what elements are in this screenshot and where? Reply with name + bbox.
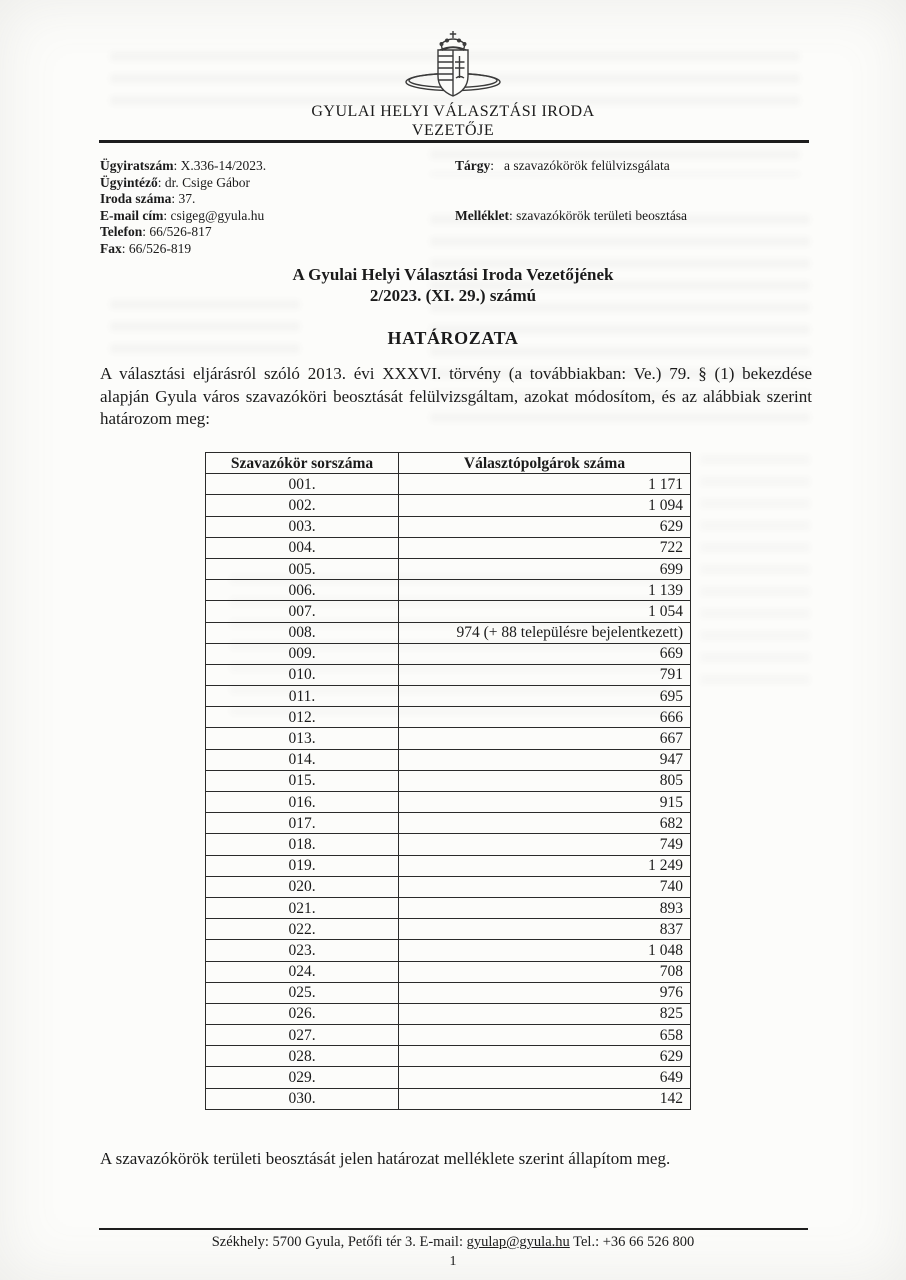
voter-count-cell: 629 [399,1046,691,1067]
voter-count-cell: 629 [399,516,691,537]
district-number-cell: 009. [206,643,399,664]
meta-label: Ügyiratszám [100,158,174,173]
district-number-cell: 027. [206,1025,399,1046]
org-name-line1: GYULAI HELYI VÁLASZTÁSI IRODA [311,103,595,120]
table-row [206,855,691,876]
header-divider [99,140,809,143]
meta-line [100,191,440,208]
meta-colon: : [173,158,181,173]
voter-count-cell: 1 139 [399,580,691,601]
district-number-cell: 003. [206,516,399,537]
table-row [206,495,691,516]
voter-count-cell: 1 054 [399,601,691,622]
subject-line [455,158,810,175]
voter-count-cell: 1 048 [399,940,691,961]
voter-count-cell: 1 249 [399,855,691,876]
meta-label: E-mail cím [100,207,164,223]
voter-count-cell: 695 [399,686,691,707]
column-header-district: Szavazókör sorszáma [206,453,399,474]
voter-count-cell: 740 [399,876,691,897]
table-row [206,622,691,643]
table-row [206,1067,691,1088]
meta-colon: : [142,224,150,240]
district-number-cell: 020. [206,876,399,897]
meta-label: Telefon [100,224,143,240]
voter-count-cell: 915 [399,792,691,813]
table-row [206,1025,691,1046]
meta-line [100,241,440,258]
district-number-cell: 029. [206,1067,399,1088]
meta-value: 37. [178,191,196,207]
footer-divider [99,1228,808,1230]
table-row [206,728,691,749]
district-number-cell: 011. [206,686,399,707]
district-number-cell: 010. [206,664,399,685]
subject-value: a szavazókörök felülvizsgálata [504,158,670,173]
decision-title [0,264,906,349]
voter-count-cell: 667 [399,728,691,749]
table-row [206,1003,691,1024]
column-header-voters: Választópolgárok száma [399,453,691,474]
meta-label: Fax [100,240,122,256]
district-number-cell: 028. [206,1046,399,1067]
voter-count-cell: 1 094 [399,495,691,516]
district-number-cell: 013. [206,728,399,749]
attachment-value: szavazókörök területi beosztása [516,208,688,223]
district-number-cell: 014. [206,749,399,770]
table-row [206,834,691,855]
meta-value: csigeg@gyula.hu [170,207,265,223]
meta-left-column [100,158,440,258]
district-number-cell: 018. [206,834,399,855]
table-row [206,792,691,813]
district-number-cell: 030. [206,1088,399,1109]
meta-label: Iroda száma [100,191,172,207]
district-number-cell: 002. [206,495,399,516]
table-row [206,664,691,685]
voter-count-cell: 825 [399,1003,691,1024]
footer-address-suffix: Tel.: +36 66 526 800 [569,1234,695,1250]
subject-label: Tárgy [455,158,491,173]
meta-line [100,158,440,175]
meta-colon: : [171,191,179,207]
district-number-cell: 006. [206,580,399,601]
meta-label: Ügyintéző [100,174,158,190]
table-row [206,940,691,961]
voter-count-cell: 837 [399,919,691,940]
district-number-cell: 025. [206,982,399,1003]
intro-paragraph: A választási eljárásról szóló 2013. évi XXXVI. törvény (a továbbiakban: Ve.) 79. § (1) bekezdése alapján Gyula város szavazóköri beosztását felülvizsgáltam, azokat módosítom, és az alábbiak szerint határozom meg: [100,364,812,428]
footer-address [0,1234,906,1251]
meta-value: 66/526-819 [128,240,192,256]
scan-bleed-artifact [700,455,810,685]
decision-title-line2: 2/2023. (XI. 29.) számú [369,286,537,305]
voter-count-cell: 893 [399,897,691,918]
voter-count-cell: 974 (+ 88 településre bejelentkezett) [399,622,691,643]
attachment-line [455,208,810,225]
district-number-cell: 004. [206,537,399,558]
table-row [206,961,691,982]
table-row [206,982,691,1003]
voter-count-cell: 1 171 [399,474,691,495]
table-row [206,601,691,622]
closing-paragraph: A szavazókörök területi beosztását jelen határozat melléklete szerint állapítom meg. [100,1149,671,1168]
table-row [206,919,691,940]
table-row [206,770,691,791]
attachment-colon: : [508,208,517,223]
voter-count-cell: 682 [399,813,691,834]
footer-address-prefix: Székhely: 5700 Gyula, Petőfi tér 3. E-mail: [211,1234,467,1250]
voter-count-cell: 805 [399,770,691,791]
district-number-cell: 005. [206,558,399,579]
voter-count-cell: 722 [399,537,691,558]
decision-title-line3: HATÁROZATA [387,328,519,348]
table-row [206,876,691,897]
district-number-cell: 024. [206,961,399,982]
hungarian-coat-of-arms-icon [388,26,518,102]
district-number-cell: 015. [206,770,399,791]
table-row [206,580,691,601]
voter-count-cell: 947 [399,749,691,770]
meta-value: 66/526-817 [149,224,212,240]
polling-district-table [205,452,691,1110]
table-row [206,749,691,770]
voter-count-cell: 666 [399,707,691,728]
table-row [206,558,691,579]
table-row [206,897,691,918]
voter-count-cell: 976 [399,982,691,1003]
voter-count-cell: 791 [399,664,691,685]
meta-value: dr. Csige Gábor [164,174,251,190]
table-header-row [206,453,691,474]
district-number-cell: 007. [206,601,399,622]
meta-line [100,208,440,225]
district-number-cell: 001. [206,474,399,495]
district-number-cell: 008. [206,622,399,643]
meta-colon: : [157,174,165,190]
district-number-cell: 017. [206,813,399,834]
voter-count-cell: 669 [399,643,691,664]
meta-colon: : [163,207,171,223]
voter-count-cell: 699 [399,558,691,579]
attachment-label: Melléklet [455,208,509,223]
voter-count-cell: 142 [399,1088,691,1109]
table-row [206,707,691,728]
page-number: 1 [449,1254,457,1269]
district-number-cell: 023. [206,940,399,961]
decision-title-line1: A Gyulai Helyi Választási Iroda Vezetőjének [292,265,614,284]
table-row [206,643,691,664]
meta-value: X.336-14/2023. [180,158,267,173]
district-number-cell: 021. [206,897,399,918]
voter-count-cell: 649 [399,1067,691,1088]
table-row [206,516,691,537]
district-number-cell: 019. [206,855,399,876]
table-row [206,474,691,495]
meta-colon: : [121,240,129,256]
table-row [206,686,691,707]
table-row [206,813,691,834]
org-name-line2: VEZETŐJE [411,122,495,139]
district-number-cell: 026. [206,1003,399,1024]
meta-line [100,175,440,192]
footer-email-link[interactable]: gyulap@gyula.hu [466,1234,570,1250]
voter-count-cell: 708 [399,961,691,982]
table-row [206,537,691,558]
voter-count-cell: 749 [399,834,691,855]
voter-count-cell: 658 [399,1025,691,1046]
table-row [206,1088,691,1109]
table-row [206,1046,691,1067]
district-number-cell: 012. [206,707,399,728]
subject-colon: : [490,158,495,173]
meta-line [100,224,440,241]
district-number-cell: 022. [206,919,399,940]
district-number-cell: 016. [206,792,399,813]
header-crest [0,26,906,107]
